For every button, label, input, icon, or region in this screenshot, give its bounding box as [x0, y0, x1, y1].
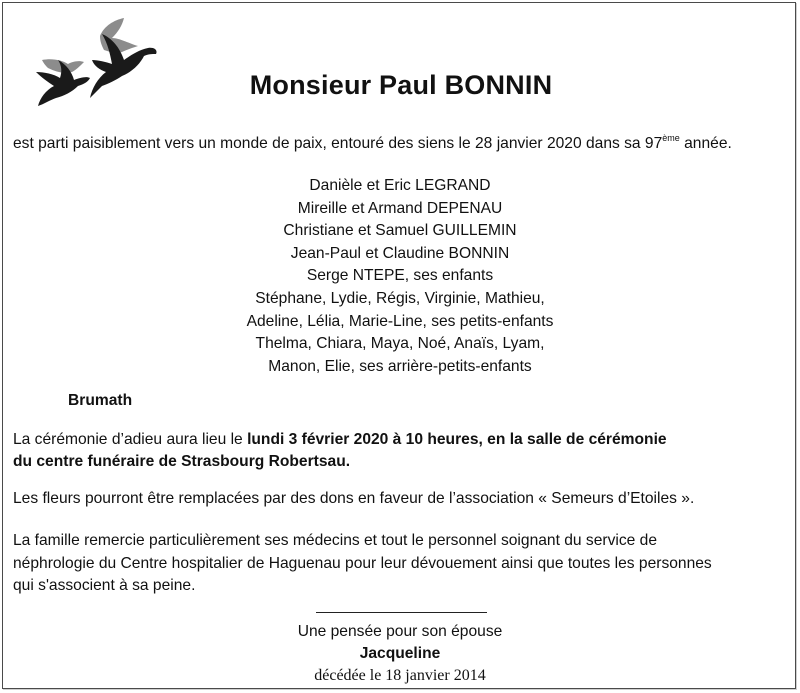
spouse-name: Jacqueline	[359, 645, 441, 662]
family-line: Stéphane, Lydie, Régis, Virginie, Mathieu,	[255, 289, 545, 307]
dove-shadow-right	[100, 18, 138, 53]
family-line: Serge NTEPE, ses enfants	[306, 267, 494, 285]
thanks-text	[13, 530, 712, 598]
family-line: Manon, Elie, ses arrière-petits-enfants	[268, 357, 532, 375]
ceremony-text	[13, 429, 667, 473]
intro-superscript: ème	[662, 133, 680, 143]
ceremony-date: lundi 3 février 2020 à 10 heures, en la salle de cérémonie	[247, 431, 667, 448]
thanks-line: La famille remercie particulièrement ses médecins et tout le personnel soignant du service de	[13, 532, 658, 549]
footer-line: Une pensée pour son épouse	[297, 623, 503, 640]
family-line: Jean-Paul et Claudine BONNIN	[290, 244, 510, 262]
family-list	[0, 175, 800, 378]
intro-end: année.	[679, 135, 732, 153]
town-name: Brumath	[68, 392, 133, 409]
spouse-death-date: décédée le 18 janvier 2014	[314, 667, 486, 684]
deceased-name: Monsieur Paul BONNIN	[249, 70, 553, 100]
thanks-line: qui s'associent à sa peine.	[13, 577, 196, 594]
ceremony-prefix: La cérémonie d’adieu aura lieu le	[13, 431, 248, 448]
thanks-line: néphrologie du Centre hospitalier de Haguenau pour leur dévouement ainsi que toutes les personnes	[13, 554, 712, 572]
family-line: Christiane et Samuel GUILLEMIN	[283, 222, 517, 240]
family-line: Danièle et Eric LEGRAND	[309, 177, 491, 194]
flowers-text: Les fleurs pourront être remplacées par des dons en faveur de l’association « Semeurs d’Etoiles ».	[13, 490, 695, 507]
intro-text	[13, 134, 732, 153]
intro-main: est parti paisiblement vers un monde de paix, entouré des siens le 28 janvier 2020 dans sa 97	[13, 135, 663, 153]
ceremony-place: du centre funéraire de Strasbourg Robertsau.	[13, 453, 351, 470]
family-line: Adeline, Lélia, Marie-Line, ses petits-enfants	[246, 312, 554, 330]
divider-line	[316, 612, 487, 613]
family-line: Mireille et Armand DEPENAU	[297, 199, 503, 217]
family-line: Thelma, Chiara, Maya, Noé, Anaïs, Lyam,	[255, 335, 545, 353]
spouse-memorial	[0, 621, 800, 687]
